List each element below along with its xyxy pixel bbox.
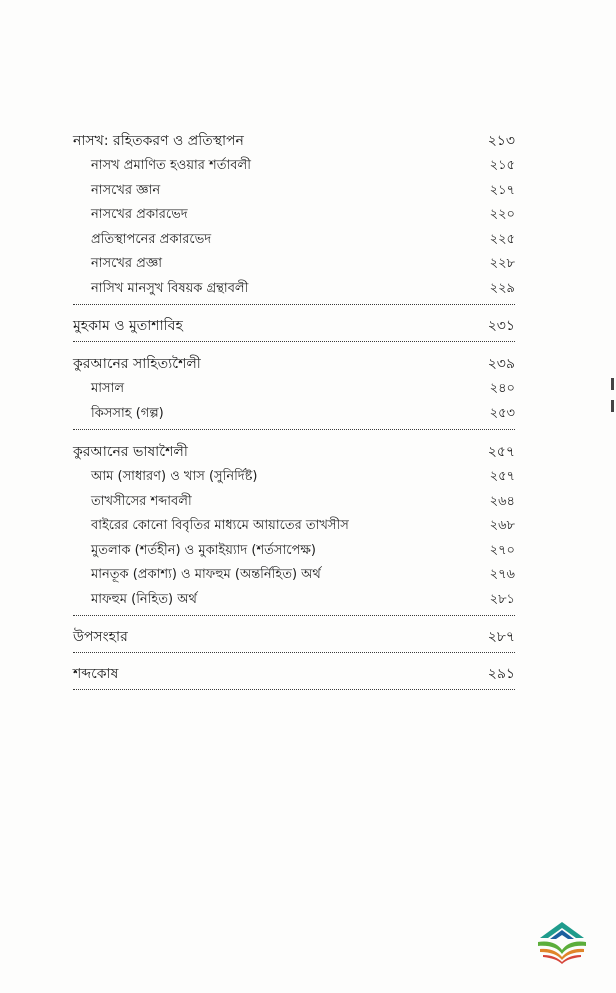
toc-section-literary-style	[73, 351, 515, 430]
toc-section-muhkam	[73, 314, 515, 342]
toc-entry[interactable]	[91, 228, 515, 253]
entry-page-number: ২৪০	[489, 381, 515, 396]
toc-entry[interactable]	[91, 563, 515, 588]
entry-page-number: ২২৯	[489, 280, 515, 296]
toc-entry[interactable]	[91, 377, 515, 402]
entry-page-number: ২৫৩	[489, 405, 515, 421]
entry-title: নাসখের প্রজ্ঞা	[91, 256, 163, 271]
toc-entry[interactable]	[91, 179, 515, 204]
entry-title: নাসখের জ্ঞান	[91, 182, 161, 198]
section-title: শব্দকোষ	[73, 666, 119, 682]
toc-section-heading[interactable]	[73, 439, 515, 465]
entry-page-number: ২৮১	[489, 591, 515, 607]
scan-artifact-mark	[611, 378, 614, 390]
entry-title: মুতলাক (শর্তহীন) ও মুকাইয়্যাদ (শর্তসাপেক্ষ)	[91, 542, 316, 558]
toc-sub-list	[91, 154, 515, 301]
toc-entry[interactable]	[91, 402, 515, 427]
section-title: মুহকাম ও মুতাশাবিহ	[73, 318, 183, 334]
entry-title: বাইরের কোনো বিবৃতির মাধ্যমে আয়াতের তাখসীস	[91, 518, 349, 533]
section-title: কুরআনের ভাষাশৈলী	[73, 444, 188, 460]
entry-page-number: ২৬৪	[489, 493, 515, 509]
toc-section-heading[interactable]	[73, 625, 515, 649]
entry-title: কিসসাহ (গল্প)	[91, 405, 164, 421]
entry-page-number: ২৫৭	[489, 469, 515, 484]
entry-title: মাসাল	[91, 381, 125, 396]
toc-section-heading[interactable]	[73, 662, 515, 686]
entry-page-number: ২১৫	[489, 158, 515, 173]
toc-section-heading[interactable]	[73, 314, 515, 338]
toc-entry[interactable]	[91, 514, 515, 539]
toc-section-conclusion	[73, 625, 515, 653]
entry-title: প্রতিস্থাপনের প্রকারভেদ	[91, 231, 212, 247]
toc-entry[interactable]	[91, 539, 515, 564]
toc-entry[interactable]	[91, 465, 515, 490]
section-page-number: ২৮৭	[487, 629, 515, 645]
section-title: উপসংহার	[73, 629, 128, 645]
toc-entry[interactable]	[91, 588, 515, 613]
entry-page-number: ২২৮	[489, 256, 515, 271]
entry-title: নাসখের প্রকারভেদ	[91, 207, 188, 222]
toc-entry[interactable]	[91, 203, 515, 228]
toc-section-heading[interactable]	[73, 128, 515, 154]
entry-title: মানতূক (প্রকাশ্য) ও মাফহুম (অন্তর্নিহিত) অর্থ	[91, 567, 321, 582]
toc-section-language-style	[73, 439, 515, 616]
entry-title: মাফহুম (নিহিত) অর্থ	[91, 591, 197, 607]
entry-page-number: ২১৭	[489, 182, 515, 198]
entry-title: নাসিখ মানসুখ বিষয়ক গ্রন্থাবলী	[91, 280, 249, 296]
toc-section-heading[interactable]	[73, 351, 515, 377]
section-title: কুরআনের সাহিত্যশৈলী	[73, 356, 201, 372]
table-of-contents	[73, 128, 515, 699]
entry-page-number: ২২০	[489, 207, 515, 222]
entry-title: নাসখ প্রমাণিত হওয়ার শর্তাবলী	[91, 158, 251, 173]
entry-page-number: ২৭৬	[489, 567, 515, 582]
publisher-logo	[532, 920, 592, 966]
scan-artifact-mark	[611, 400, 614, 412]
section-page-number: ২১৩	[487, 133, 515, 149]
section-page-number: ২৩৯	[487, 356, 515, 372]
section-page-number: ২৩১	[487, 318, 515, 334]
section-title: নাসখ: রহিতকরণ ও প্রতিস্থাপন	[73, 133, 244, 149]
toc-sub-list	[91, 377, 515, 426]
entry-title: তাখসীসের শব্দাবলী	[91, 493, 192, 509]
toc-section-glossary	[73, 662, 515, 690]
toc-entry[interactable]	[91, 490, 515, 515]
toc-entry[interactable]	[91, 277, 515, 302]
publisher-logo-icon	[532, 920, 592, 966]
toc-entry[interactable]	[91, 252, 515, 277]
entry-page-number: ২৭০	[489, 542, 515, 558]
section-page-number: ২৯১	[487, 666, 515, 682]
toc-sub-list	[91, 465, 515, 612]
toc-entry[interactable]	[91, 154, 515, 179]
entry-page-number: ২৬৮	[489, 518, 515, 533]
section-page-number: ২৫৭	[487, 444, 515, 460]
toc-section-naskh	[73, 128, 515, 305]
entry-page-number: ২২৫	[489, 231, 515, 247]
entry-title: আম (সাধারণ) ও খাস (সুনির্দিষ্ট)	[91, 469, 258, 484]
